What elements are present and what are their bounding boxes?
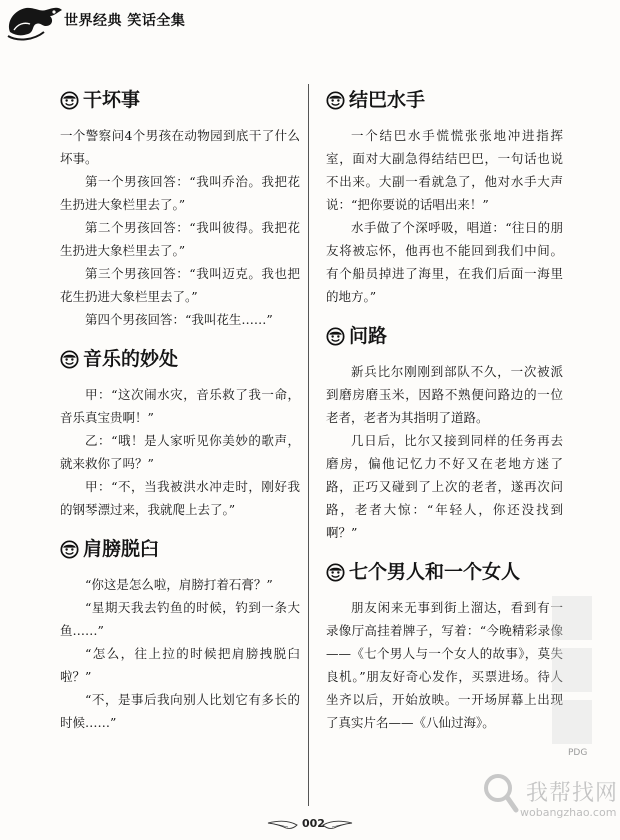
joke-paragraph: 乙：“哦！是人家听见你美妙的歌声，就来救你了吗？” (60, 433, 300, 471)
joke-paragraph: 第四个男孩回答：“我叫花生……” (85, 312, 273, 327)
joke-paragraph: 几日后，比尔又接到同样的任务再去磨房，偏他记忆力不好又在老地方迷了路，正巧又碰到了上次的老者，遂再次问路，老者大惊：“年轻人，你还没找到啊？” (326, 433, 563, 540)
joke-section (60, 535, 300, 734)
joke-paragraph: 朋友闲来无事到街上溜达，看到有一录像厅高挂着牌子，写着：“今晚精彩录像——《七个男人与一个女人的故事》，莫失良机。”朋友好奇心发作，买票进场。待人坐齐以后，开始放映。一开场屏幕上出现了真实片名——《八仙过海》。 (326, 600, 563, 730)
joke-paragraph: 第一个男孩回答：“我叫乔治。我把花生扔进大象栏里去了。” (60, 174, 300, 212)
page-number: 002 (302, 817, 325, 830)
joke-section (326, 558, 563, 734)
magnifier-logo-icon (480, 770, 520, 814)
joke-paragraph: 甲：“这次闹水灾，音乐救了我一命，音乐真宝贵啊！” (60, 387, 300, 425)
smiley-face-icon (326, 327, 345, 346)
joke-title (60, 535, 300, 563)
joke-paragraph: 一个警察问4个男孩在动物园到底干了什么坏事。 (60, 128, 300, 166)
wing-ornament-icon (322, 820, 354, 830)
joke-paragraph: 一个结巴水手慌慌张张地冲进指挥室，面对大副急得结结巴巴，一句话也说不出来。大副一看就急了，他对水手大声说：“把你要说的话唱出来！” (326, 128, 563, 212)
joke-section (60, 345, 300, 521)
joke-title (326, 558, 563, 586)
joke-section (326, 86, 563, 308)
smiley-face-icon (60, 540, 79, 559)
page-header (0, 0, 620, 46)
joke-paragraph: 水手做了个深呼吸，唱道：“往日的朋友将被忘怀，他再也不能回到我们中间。有个船员掉进了海里，在我们后面一海里的地方。” (326, 220, 563, 304)
joke-section (60, 86, 300, 331)
joke-title-text: 七个男人和一个女人 (349, 561, 521, 583)
joke-title-text: 干坏事 (83, 89, 141, 111)
joke-title-text: 肩膀脱臼 (83, 538, 160, 560)
joke-paragraph: “星期天我去钓鱼的时候，钓到一条大鱼……” (60, 600, 300, 638)
joke-title (326, 322, 563, 350)
joke-title-text: 问路 (349, 325, 388, 347)
left-column (60, 86, 300, 734)
wing-ornament-icon (266, 820, 298, 830)
joke-title (60, 345, 300, 373)
watermark-site-url: wobangzhao.com (520, 806, 617, 819)
joke-paragraph: “你这是怎么啦，肩膀打着石膏？” (85, 577, 273, 592)
joke-section (326, 322, 563, 544)
dragon-emblem-icon (4, 2, 66, 42)
joke-paragraph: 新兵比尔刚刚到部队不久，一次被派到磨房磨玉米，因路不熟便问路边的一位老者，老者为其指明了道路。 (326, 364, 563, 425)
column-divider (308, 84, 309, 806)
joke-title-text: 结巴水手 (349, 89, 426, 111)
joke-paragraph: “不，是事后我向别人比划它有多长的时候……” (60, 692, 300, 730)
joke-paragraph: “怎么，往上拉的时候把肩膀拽脱臼啦？” (60, 646, 300, 684)
joke-paragraph: 甲：“不，当我被洪水冲走时，刚好我的钢琴漂过来，我就爬上去了。” (60, 479, 300, 517)
joke-paragraph: 第三个男孩回答：“我叫迈克。我也把花生扔进大象栏里去了。” (60, 266, 300, 304)
right-column (326, 86, 563, 734)
smiley-face-icon (326, 91, 345, 110)
watermark-pdg: PDG (568, 748, 588, 758)
smiley-face-icon (326, 563, 345, 582)
watermark-blocks (548, 596, 596, 744)
joke-title (326, 86, 563, 114)
joke-title-text: 音乐的妙处 (83, 348, 179, 370)
joke-title (60, 86, 300, 114)
series-title: 世界经典 笑话全集 (64, 13, 186, 29)
smiley-face-icon (60, 350, 79, 369)
page-footer (0, 815, 620, 837)
smiley-face-icon (60, 91, 79, 110)
joke-paragraph: 第二个男孩回答：“我叫彼得。我把花生扔进大象栏里去了。” (60, 220, 300, 258)
watermark-site-name: 我帮找网 (526, 781, 619, 806)
